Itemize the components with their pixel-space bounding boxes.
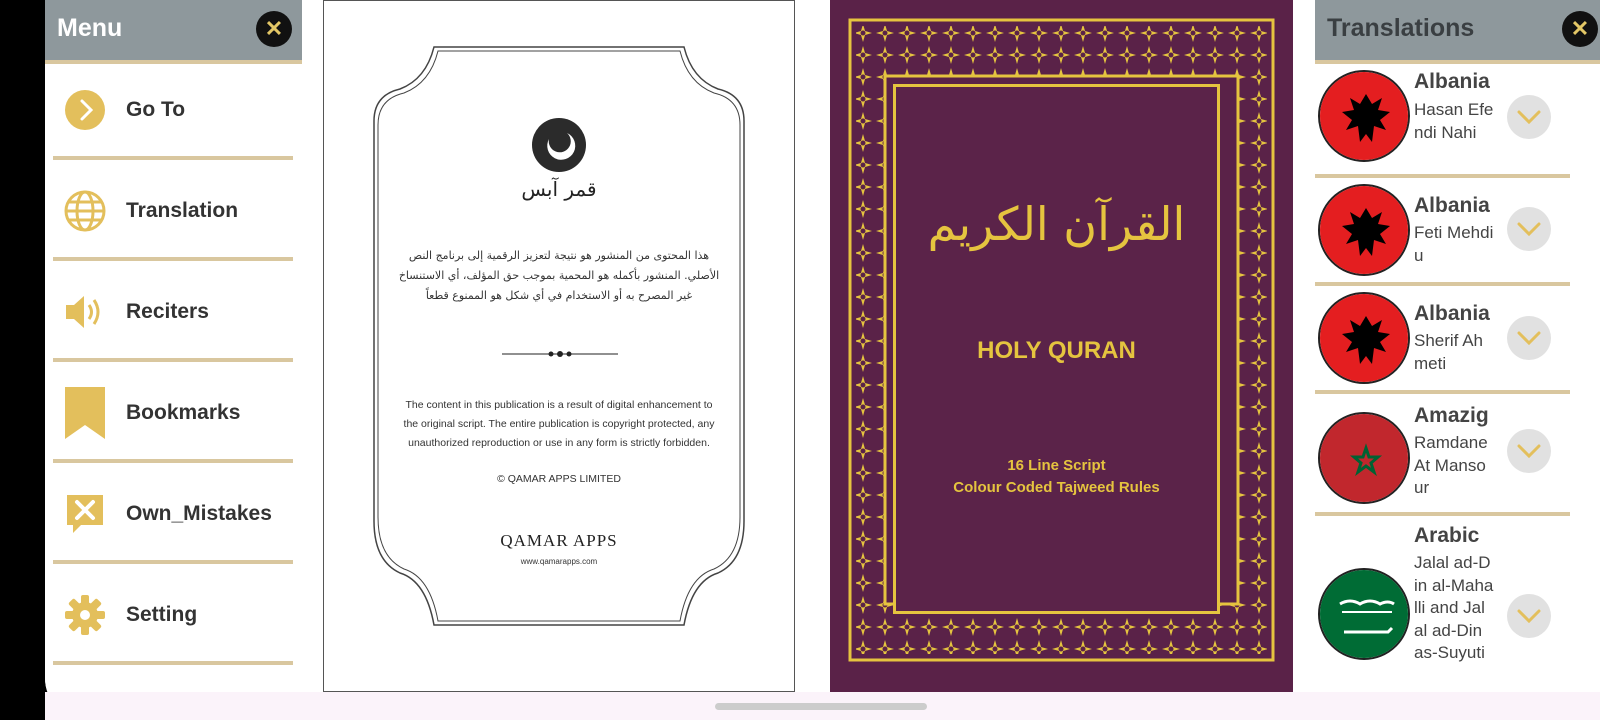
translation-country: Albania <box>1414 70 1490 93</box>
menu-item-label: Setting <box>126 603 198 626</box>
cover-arabic-title: القرآن الكريم <box>927 197 1186 251</box>
arabic-notice-line: الأصلي. المنشور بأكمله هو المحمية بموجب حق المؤلف، أي الاستنساخ <box>398 269 720 282</box>
menu-close-button[interactable] <box>256 11 292 47</box>
menu-item-setting[interactable] <box>53 561 293 665</box>
menu-item-label: Bookmarks <box>126 401 241 424</box>
translations-header <box>1315 0 1600 64</box>
translation-row[interactable] <box>1315 286 1570 394</box>
translation-row[interactable] <box>1315 64 1570 178</box>
copyright-text: © QAMAR APPS LIMITED <box>497 473 621 485</box>
cover-subtitle: Colour Coded Tajweed Rules <box>953 479 1160 496</box>
menu-item-reciters[interactable] <box>53 258 293 362</box>
menu-item-bookmarks[interactable] <box>53 359 293 463</box>
morocco-flag-icon <box>1318 412 1410 504</box>
quran-cover-page[interactable] <box>830 0 1293 692</box>
cover-inner-panel <box>893 84 1220 614</box>
menu-item-translation[interactable] <box>53 157 293 261</box>
close-icon: ✕ <box>1570 16 1590 41</box>
ornamental-frame <box>324 1 796 693</box>
menu-title: Menu <box>57 14 123 42</box>
albania-flag-icon <box>1318 184 1410 276</box>
translation-row[interactable] <box>1315 394 1570 516</box>
qamar-logo-icon <box>531 117 587 173</box>
saudi-arabia-flag-icon <box>1318 568 1410 660</box>
english-notice <box>384 396 734 453</box>
arabic-notice <box>384 246 734 306</box>
translations-close-button[interactable] <box>1562 11 1598 47</box>
english-notice-line: the original script. The entire publication is copyright protected, any <box>403 418 715 430</box>
menu-item-label: Go To <box>126 98 186 121</box>
albania-flag-icon <box>1318 70 1410 162</box>
mistake-icon <box>63 492 107 536</box>
app-window <box>45 0 1600 720</box>
translations-title: Translations <box>1327 14 1475 42</box>
menu-panel <box>45 0 302 720</box>
gesture-handle[interactable] <box>715 703 927 710</box>
translation-row[interactable] <box>1315 178 1570 286</box>
menu-item-label: Translation <box>126 199 239 222</box>
translation-translator: Feti Mehdiu <box>1414 223 1494 265</box>
arabic-notice-line: غير المصرح به أو الاستخدام في أي شكل هو الممنوع قطعاً <box>425 289 693 302</box>
menu-item-label: Own_Mistakes <box>126 502 272 525</box>
menu-header <box>45 0 302 64</box>
chevron-down-icon[interactable] <box>1507 594 1551 638</box>
menu-item-label: Reciters <box>126 300 209 323</box>
translation-translator: Jalal ad-Din al-Mahalli and Jalal ad-Din as-Suyuti <box>1414 553 1494 662</box>
chevron-right-icon <box>63 88 107 132</box>
translation-translator: Sherif Ahmeti <box>1414 331 1483 373</box>
translation-country: Albania <box>1414 194 1490 217</box>
system-nav-bar <box>45 692 1600 720</box>
cover-title: HOLY QURAN <box>977 337 1136 364</box>
gear-icon <box>63 593 107 637</box>
translation-country: Amazig <box>1414 404 1489 427</box>
globe-icon <box>63 189 107 233</box>
chevron-down-icon[interactable] <box>1507 429 1551 473</box>
chevron-down-icon[interactable] <box>1507 316 1551 360</box>
logo-arabic-text: قمر آبس <box>521 177 597 201</box>
arabic-notice-line: هذا المحتوى من المنشور هو نتيجة لتعزيز الرقمية إلى برنامج النص <box>408 249 710 262</box>
translation-row[interactable] <box>1315 516 1570 716</box>
chevron-down-icon[interactable] <box>1507 207 1551 251</box>
menu-item-own-mistakes[interactable] <box>53 460 293 564</box>
english-notice-line: The content in this publication is a result of digital enhancement to <box>405 399 713 411</box>
translation-translator: Ramdane At Mansour <box>1414 433 1488 497</box>
translation-country: Albania <box>1414 302 1490 325</box>
translation-translator: Hasan Efendi Nahi <box>1414 100 1494 142</box>
translations-panel <box>1315 0 1600 720</box>
cover-subtitle: 16 Line Script <box>1007 457 1106 474</box>
copyright-page[interactable] <box>323 0 795 692</box>
close-icon: ✕ <box>264 16 284 41</box>
brand-name: QAMAR APPS <box>500 531 618 550</box>
brand-url: www.qamarapps.com <box>520 557 598 566</box>
albania-flag-icon <box>1318 292 1410 384</box>
translation-country: Arabic <box>1414 524 1480 547</box>
english-notice-line: unauthorized reproduction or use in any form is strictly forbidden. <box>408 437 710 449</box>
bookmark-icon <box>63 391 107 435</box>
menu-item-goto[interactable] <box>53 56 293 160</box>
chevron-down-icon[interactable] <box>1507 95 1551 139</box>
speaker-icon <box>63 290 107 334</box>
